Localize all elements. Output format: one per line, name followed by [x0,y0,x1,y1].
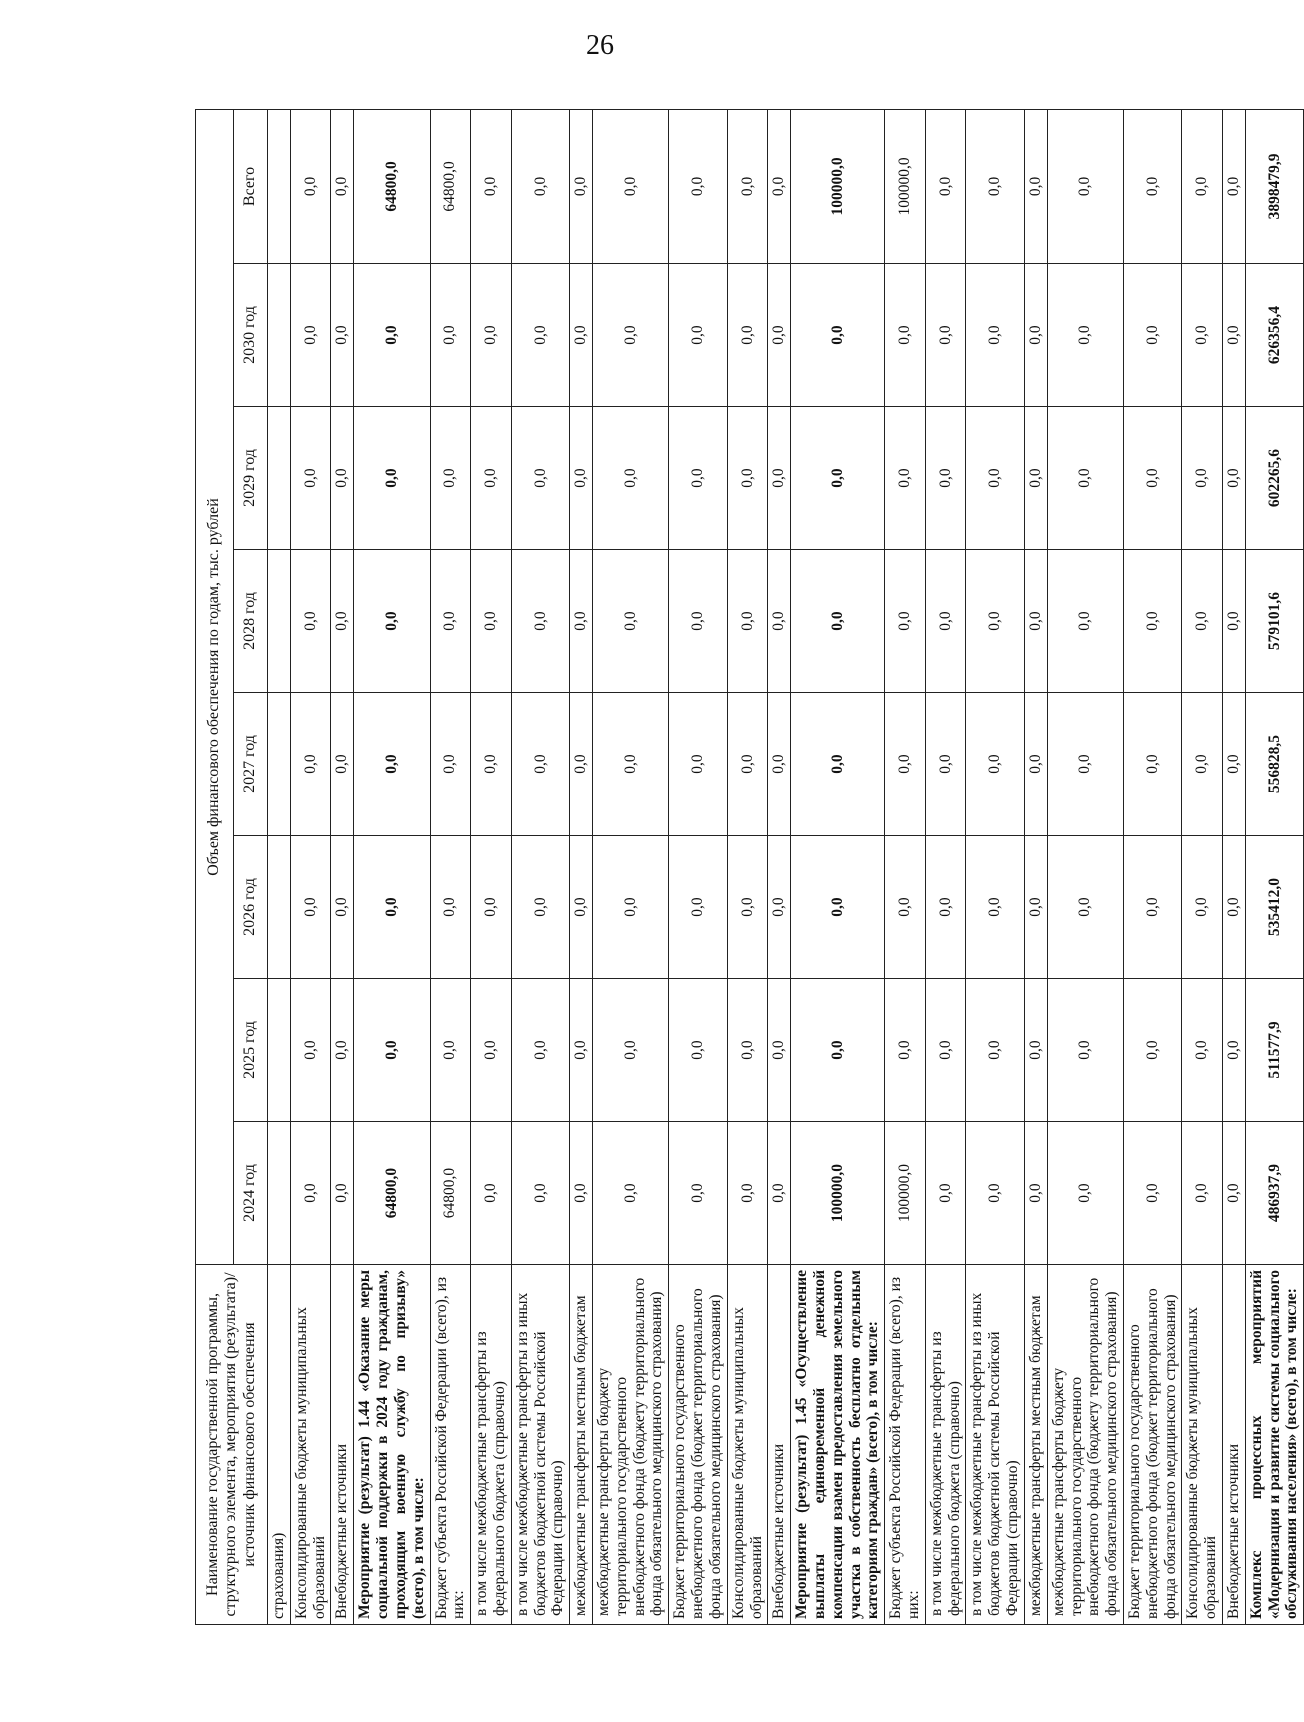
value-cell: 0,0 [1182,407,1223,550]
value-cell: 0,0 [471,1122,512,1265]
table-row [791,109,885,1624]
value-cell: 0,0 [768,693,791,836]
value-cell: 0,0 [1047,1122,1123,1265]
value-cell: 0,0 [768,407,791,550]
value-cell: 0,0 [1024,550,1047,693]
value-cell: 0,0 [331,836,354,979]
total-cell [268,109,291,263]
value-cell: 0,0 [727,693,768,836]
value-cell: 0,0 [791,836,885,979]
row-label: Мероприятие (результат) 1.45 «Осуществление выплаты единовременной денежной компенсации взамен предоставления земельного участка в собственность бесплатно отдельным категориям граждан» (всего), в том числе: [791,1265,885,1625]
value-cell: 0,0 [354,407,430,550]
value-cell: 0,0 [1024,836,1047,979]
value-cell: 0,0 [768,836,791,979]
header-year: 2029 год [234,407,268,550]
table-row [1123,109,1181,1624]
value-cell: 0,0 [511,693,569,836]
value-cell: 0,0 [570,407,593,550]
value-cell: 0,0 [511,836,569,979]
table-row [593,109,669,1624]
header-funding-group: Объем финансового обеспечения по годам, тыс. рублей [196,109,234,1264]
value-cell: 0,0 [1047,407,1123,550]
value-cell: 0,0 [1223,836,1246,979]
value-cell: 0,0 [966,407,1024,550]
total-cell: 0,0 [593,109,669,263]
value-cell: 0,0 [768,1122,791,1265]
row-label: межбюджетные трансферты местным бюджетам [1024,1265,1047,1625]
row-label: межбюджетные трансферты местным бюджетам [570,1265,593,1625]
table-row [727,109,768,1624]
value-cell: 0,0 [966,836,1024,979]
row-label: Бюджет территориального государственного внебюджетного фонда (бюджет территориального фонда обязательного медицинского страхования) [1123,1265,1181,1625]
value-cell: 0,0 [925,1122,966,1265]
value-cell: 0,0 [593,693,669,836]
value-cell: 0,0 [593,550,669,693]
value-cell: 0,0 [768,264,791,407]
row-label: Бюджет субъекта Российской Федерации (всего), из них: [430,1265,471,1625]
value-cell: 0,0 [669,836,727,979]
value-cell: 0,0 [925,264,966,407]
value-cell: 0,0 [593,979,669,1122]
total-cell: 0,0 [290,109,331,263]
value-cell: 0,0 [669,979,727,1122]
row-label: в том числе межбюджетные трансферты из федерального бюджета (справочно) [471,1265,512,1625]
value-cell: 511577,9 [1245,979,1303,1122]
value-cell: 0,0 [471,693,512,836]
total-cell: 0,0 [331,109,354,263]
value-cell: 0,0 [1182,836,1223,979]
value-cell: 0,0 [791,979,885,1122]
value-cell: 0,0 [511,979,569,1122]
total-cell: 0,0 [669,109,727,263]
row-label: Внебюджетные источники [331,1265,354,1625]
value-cell: 0,0 [885,836,926,979]
value-cell: 0,0 [471,264,512,407]
value-cell: 0,0 [885,693,926,836]
value-cell: 0,0 [331,264,354,407]
value-cell: 0,0 [570,979,593,1122]
row-label: Комплекс процессных мероприятий «Модернизация и развитие системы социального обслуживания населения» (всего), в том числе: [1245,1265,1303,1625]
value-cell: 0,0 [290,979,331,1122]
value-cell: 0,0 [1024,693,1047,836]
total-cell: 0,0 [966,109,1024,263]
total-cell: 100000,0 [791,109,885,263]
value-cell: 0,0 [430,264,471,407]
total-cell: 3898479,9 [1245,109,1303,263]
table-row [768,109,791,1624]
value-cell: 0,0 [885,407,926,550]
value-cell: 0,0 [570,836,593,979]
value-cell: 0,0 [430,550,471,693]
total-cell: 0,0 [511,109,569,263]
total-cell: 0,0 [471,109,512,263]
value-cell [268,979,291,1122]
value-cell: 0,0 [331,1122,354,1265]
value-cell: 0,0 [511,264,569,407]
value-cell: 0,0 [791,693,885,836]
value-cell [268,407,291,550]
value-cell: 0,0 [1123,550,1181,693]
value-cell: 579101,6 [1245,550,1303,693]
value-cell: 0,0 [570,550,593,693]
table-row [966,109,1024,1624]
page-number: 26 [586,30,614,61]
value-cell: 0,0 [669,693,727,836]
value-cell [268,1122,291,1265]
value-cell: 100000,0 [791,1122,885,1265]
total-cell: 100000,0 [885,109,926,263]
table-row [1024,109,1047,1624]
value-cell: 64800,0 [430,1122,471,1265]
value-cell: 0,0 [885,979,926,1122]
value-cell: 0,0 [727,407,768,550]
total-cell: 0,0 [1223,109,1246,263]
table-row [925,109,966,1624]
value-cell: 556828,5 [1245,693,1303,836]
value-cell: 0,0 [1223,407,1246,550]
value-cell: 0,0 [966,979,1024,1122]
value-cell: 0,0 [1223,550,1246,693]
value-cell: 0,0 [290,264,331,407]
value-cell: 0,0 [669,264,727,407]
value-cell: 0,0 [290,693,331,836]
value-cell: 0,0 [290,407,331,550]
value-cell: 0,0 [1182,979,1223,1122]
row-label: Консолидированные бюджеты муниципальных образований [727,1265,768,1625]
value-cell: 0,0 [727,836,768,979]
value-cell: 0,0 [1047,979,1123,1122]
row-label: Консолидированные бюджеты муниципальных образований [1182,1265,1223,1625]
value-cell: 0,0 [727,550,768,693]
total-cell: 0,0 [768,109,791,263]
value-cell: 0,0 [966,550,1024,693]
value-cell: 0,0 [331,979,354,1122]
value-cell: 0,0 [1223,693,1246,836]
value-cell: 0,0 [1123,264,1181,407]
table-row [885,109,926,1624]
value-cell: 0,0 [1047,264,1123,407]
value-cell: 0,0 [1047,836,1123,979]
value-cell: 0,0 [1123,693,1181,836]
value-cell [268,550,291,693]
value-cell: 0,0 [1182,264,1223,407]
value-cell: 0,0 [511,1122,569,1265]
value-cell: 602265,6 [1245,407,1303,550]
table-row [1182,109,1223,1624]
row-label: межбюджетные трансферты бюджету территориального государственного внебюджетного фонда (бюджету территориального фонда обязательного медицинского страхования) [593,1265,669,1625]
total-cell: 0,0 [925,109,966,263]
rotated-table-wrapper [195,110,1301,1625]
row-label: страхования) [268,1265,291,1625]
value-cell: 0,0 [354,693,430,836]
value-cell: 0,0 [354,836,430,979]
header-name-column: Наименование государственной программы, структурного элемента, мероприятия (результата)/источник финансового обеспечения [196,1265,268,1625]
value-cell: 0,0 [471,407,512,550]
value-cell: 0,0 [925,407,966,550]
table-row [511,109,569,1624]
value-cell: 0,0 [1123,979,1181,1122]
value-cell: 0,0 [290,550,331,693]
row-label: в том числе межбюджетные трансферты из федерального бюджета (справочно) [925,1265,966,1625]
value-cell: 100000,0 [885,1122,926,1265]
value-cell: 0,0 [354,979,430,1122]
value-cell: 0,0 [1024,979,1047,1122]
value-cell: 0,0 [354,550,430,693]
row-label: Внебюджетные источники [1223,1265,1246,1625]
table-body [268,109,1304,1624]
value-cell: 0,0 [430,979,471,1122]
value-cell [268,264,291,407]
table-row [331,109,354,1624]
value-cell: 0,0 [593,836,669,979]
header-year: 2028 год [234,550,268,693]
value-cell: 0,0 [331,550,354,693]
value-cell [268,693,291,836]
header-year: 2030 год [234,264,268,407]
value-cell: 0,0 [966,1122,1024,1265]
header-year: 2024 год [234,1122,268,1265]
table-row [354,109,430,1624]
header-year: 2027 год [234,693,268,836]
value-cell: 0,0 [1123,1122,1181,1265]
value-cell: 0,0 [430,836,471,979]
value-cell: 0,0 [791,550,885,693]
value-cell: 0,0 [768,550,791,693]
value-cell: 0,0 [885,264,926,407]
value-cell: 0,0 [331,407,354,550]
value-cell: 0,0 [925,836,966,979]
value-cell: 0,0 [593,407,669,550]
value-cell: 0,0 [354,264,430,407]
value-cell: 0,0 [430,407,471,550]
table-row [1223,109,1246,1624]
value-cell: 0,0 [1024,264,1047,407]
value-cell: 0,0 [570,1122,593,1265]
value-cell: 0,0 [966,693,1024,836]
header-year: 2025 год [234,979,268,1122]
table-row [268,109,291,1624]
value-cell: 0,0 [511,407,569,550]
value-cell: 0,0 [669,1122,727,1265]
value-cell: 64800,0 [354,1122,430,1265]
value-cell: 0,0 [1182,550,1223,693]
value-cell: 0,0 [727,1122,768,1265]
table-row [669,109,727,1624]
value-cell: 0,0 [925,693,966,836]
row-label: межбюджетные трансферты бюджету территориального государственного внебюджетного фонда (бюджету территориального фонда обязательного медицинского страхования) [1047,1265,1123,1625]
value-cell: 0,0 [1024,1122,1047,1265]
value-cell: 0,0 [290,1122,331,1265]
total-cell: 64800,0 [354,109,430,263]
value-cell: 0,0 [1123,836,1181,979]
value-cell: 0,0 [290,836,331,979]
value-cell: 0,0 [791,264,885,407]
value-cell: 0,0 [966,264,1024,407]
value-cell: 0,0 [471,979,512,1122]
table-row [570,109,593,1624]
row-label: в том числе межбюджетные трансферты из иных бюджетов бюджетной системы Российской Федерации (справочно) [966,1265,1024,1625]
value-cell: 0,0 [727,979,768,1122]
row-label: в том числе межбюджетные трансферты из иных бюджетов бюджетной системы Российской Федерации (справочно) [511,1265,569,1625]
value-cell: 0,0 [511,550,569,693]
value-cell: 0,0 [1223,1122,1246,1265]
total-cell: 0,0 [1123,109,1181,263]
value-cell: 0,0 [885,550,926,693]
value-cell: 0,0 [791,407,885,550]
value-cell: 0,0 [1047,693,1123,836]
value-cell: 0,0 [669,407,727,550]
table-row [290,109,331,1624]
value-cell: 0,0 [727,264,768,407]
table-row [430,109,471,1624]
total-cell: 0,0 [570,109,593,263]
value-cell: 0,0 [1223,264,1246,407]
value-cell: 486937,9 [1245,1122,1303,1265]
row-label: Бюджет субъекта Российской Федерации (всего), из них: [885,1265,926,1625]
table-row [1245,109,1303,1624]
header-year: 2026 год [234,836,268,979]
value-cell: 0,0 [471,550,512,693]
value-cell: 0,0 [570,693,593,836]
value-cell: 0,0 [768,979,791,1122]
total-cell: 0,0 [1024,109,1047,263]
value-cell: 0,0 [331,693,354,836]
table-row [1047,109,1123,1624]
value-cell [268,836,291,979]
value-cell: 0,0 [1182,1122,1223,1265]
value-cell: 0,0 [593,264,669,407]
value-cell: 0,0 [925,979,966,1122]
value-cell: 626356,4 [1245,264,1303,407]
total-cell: 0,0 [1047,109,1123,263]
row-label: Внебюджетные источники [768,1265,791,1625]
table-row [471,109,512,1624]
budget-table [195,109,1304,1625]
value-cell: 0,0 [669,550,727,693]
total-cell: 0,0 [727,109,768,263]
value-cell: 0,0 [593,1122,669,1265]
row-label: Бюджет территориального государственного внебюджетного фонда (бюджет территориального фонда обязательного медицинского страхования) [669,1265,727,1625]
value-cell: 0,0 [1182,693,1223,836]
header-row-group [196,109,234,1624]
total-cell: 64800,0 [430,109,471,263]
value-cell: 0,0 [471,836,512,979]
value-cell: 0,0 [925,550,966,693]
row-label: Консолидированные бюджеты муниципальных образований [290,1265,331,1625]
total-cell: 0,0 [1182,109,1223,263]
value-cell: 0,0 [1024,407,1047,550]
value-cell: 0,0 [570,264,593,407]
value-cell: 0,0 [1047,550,1123,693]
row-label: Мероприятие (результат) 1.44 «Оказание меры социальной поддержки в 2024 году гражданам, проходящим военную службу по призыву» (всего), в том числе: [354,1265,430,1625]
value-cell: 535412,0 [1245,836,1303,979]
value-cell: 0,0 [430,693,471,836]
value-cell: 0,0 [1123,407,1181,550]
header-total: Всего [234,109,268,263]
value-cell: 0,0 [1223,979,1246,1122]
